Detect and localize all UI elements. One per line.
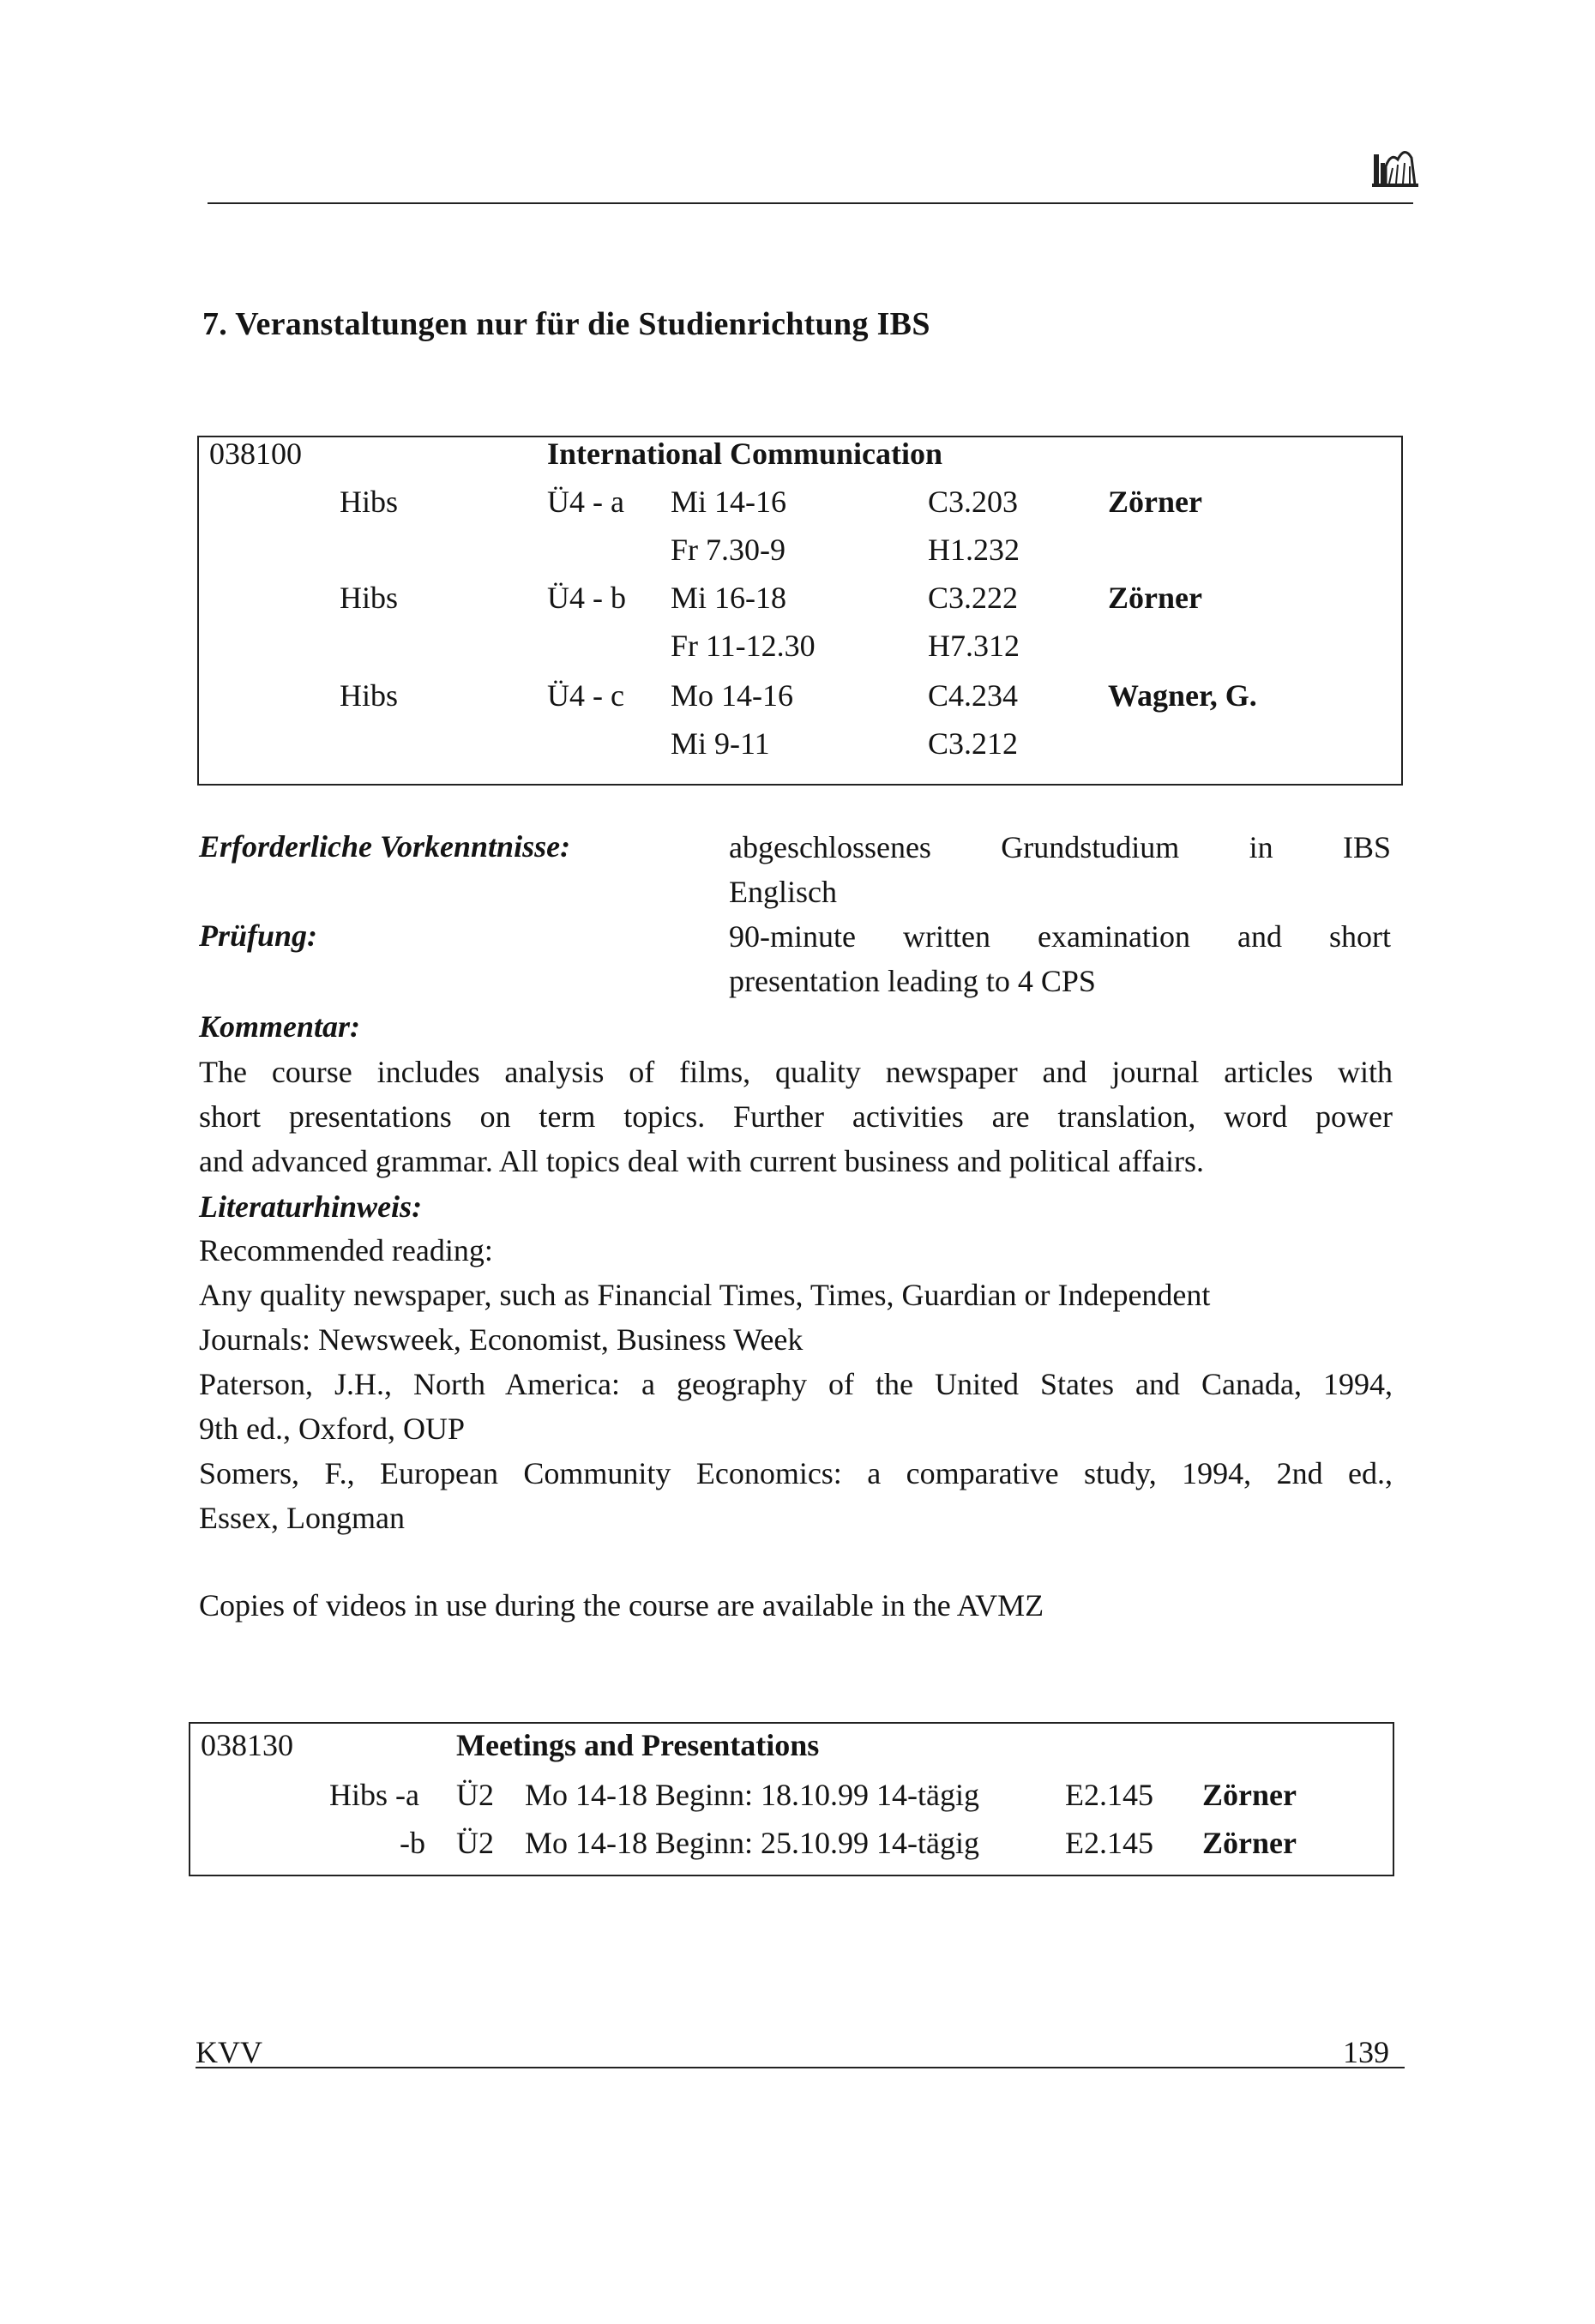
row-lecturer: Wagner, G.	[1108, 678, 1257, 713]
page-number: 139	[1343, 2035, 1389, 2069]
comment-label: Kommentar:	[199, 1009, 361, 1044]
literature-line: Recommended reading:	[199, 1233, 493, 1267]
row-lecturer: Zörner	[1202, 1778, 1297, 1812]
row-time: Fr 11-12.30	[671, 629, 816, 663]
row-room: H1.232	[928, 533, 1020, 567]
videos-note-text: Copies of videos in use during the course are available in the AVMZ	[199, 1588, 1044, 1623]
row-lecturer: Zörner	[1108, 485, 1202, 519]
literature-line: 9th ed., Oxford, OUP	[199, 1412, 465, 1446]
prereq-word: in	[1249, 830, 1273, 864]
row-room: E2.145	[1065, 1826, 1153, 1860]
prereq-word: Grundstudium	[1001, 830, 1180, 864]
exam-label: Prüfung:	[199, 918, 318, 953]
row-room: H7.312	[928, 629, 1020, 663]
exam-word: written	[903, 919, 990, 954]
row-time: Mo 14-16	[671, 678, 793, 713]
literature-label: Literaturhinweis:	[199, 1189, 423, 1224]
row-group: Ü2	[456, 1778, 494, 1812]
comment-text	[199, 1050, 1393, 1183]
row-group: Ü4 - a	[547, 485, 624, 519]
row-time: Mo 14-18 Beginn: 25.10.99 14-tägig	[525, 1826, 979, 1860]
exam-word: and	[1237, 919, 1282, 954]
row-program: Hibs	[340, 485, 399, 519]
row-lecturer: Zörner	[1108, 581, 1202, 615]
header-rule	[208, 202, 1413, 204]
comment-line: and advanced grammar. All topics deal with current business and political affairs.	[199, 1144, 1204, 1178]
comment-line: The course includes analysis of films, quality newspaper and journal articles with	[199, 1055, 1393, 1089]
course-title: International Communication	[547, 437, 943, 471]
row-room: E2.145	[1065, 1778, 1153, 1812]
row-program: Hibs -a	[329, 1778, 419, 1812]
row-time: Mi 9-11	[671, 726, 770, 761]
literature-line: Paterson, J.H., North America: a geography of the United States and Canada, 1994,	[199, 1367, 1393, 1401]
row-time: Mo 14-18 Beginn: 18.10.99 14-tägig	[525, 1778, 979, 1812]
course-box-038100	[197, 436, 1403, 786]
row-group: Ü4 - b	[547, 581, 626, 615]
row-room: C3.222	[928, 581, 1019, 615]
footer-rule	[196, 2067, 1405, 2068]
literature-line: Somers, F., European Community Economics: a comparative study, 1994, 2nd ed.,	[199, 1456, 1393, 1490]
prereq-label: Erforderliche Vorkenntnisse:	[199, 829, 571, 864]
literature-line: Essex, Longman	[199, 1501, 405, 1535]
literature-line: Journals: Newsweek, Economist, Business Week	[199, 1322, 804, 1357]
row-room: C3.212	[928, 726, 1019, 761]
row-room: C3.203	[928, 485, 1019, 519]
course-number: 038130	[201, 1728, 293, 1762]
prereq-line2: Englisch	[729, 875, 837, 909]
section-title: 7. Veranstaltungen nur für die Studienrichtung IBS	[202, 306, 930, 342]
prereq-word: abgeschlossenes	[729, 830, 931, 864]
row-lecturer: Zörner	[1202, 1826, 1297, 1860]
course-number: 038100	[209, 437, 302, 471]
prereq-word: IBS	[1342, 830, 1391, 864]
prereq-value	[729, 825, 1391, 914]
comment-line: short presentations on term topics. Further activities are translation, word power	[199, 1099, 1393, 1134]
row-room: C4.234	[928, 678, 1019, 713]
row-program: Hibs	[340, 581, 399, 615]
row-time: Mi 16-18	[671, 581, 786, 615]
literature-line: Any quality newspaper, such as Financial Times, Times, Guardian or Independent	[199, 1278, 1211, 1312]
exam-value	[729, 914, 1391, 1003]
row-program: -b	[400, 1826, 425, 1860]
row-time: Fr 7.30-9	[671, 533, 785, 567]
exam-word: 90-minute	[729, 919, 856, 954]
row-group: Ü2	[456, 1826, 494, 1860]
course-title: Meetings and Presentations	[456, 1728, 820, 1762]
university-logo-icon	[1372, 137, 1418, 187]
row-program: Hibs	[340, 678, 399, 713]
exam-word: examination	[1038, 919, 1190, 954]
literature-list	[199, 1228, 1393, 1540]
row-group: Ü4 - c	[547, 678, 624, 713]
exam-word: short	[1328, 919, 1391, 954]
footer-kvv: KVV	[196, 2035, 262, 2069]
exam-line2: presentation leading to 4 CPS	[729, 964, 1096, 998]
course-box-038130	[189, 1722, 1394, 1876]
videos-note	[199, 1583, 1393, 1628]
row-time: Mi 14-16	[671, 485, 786, 519]
